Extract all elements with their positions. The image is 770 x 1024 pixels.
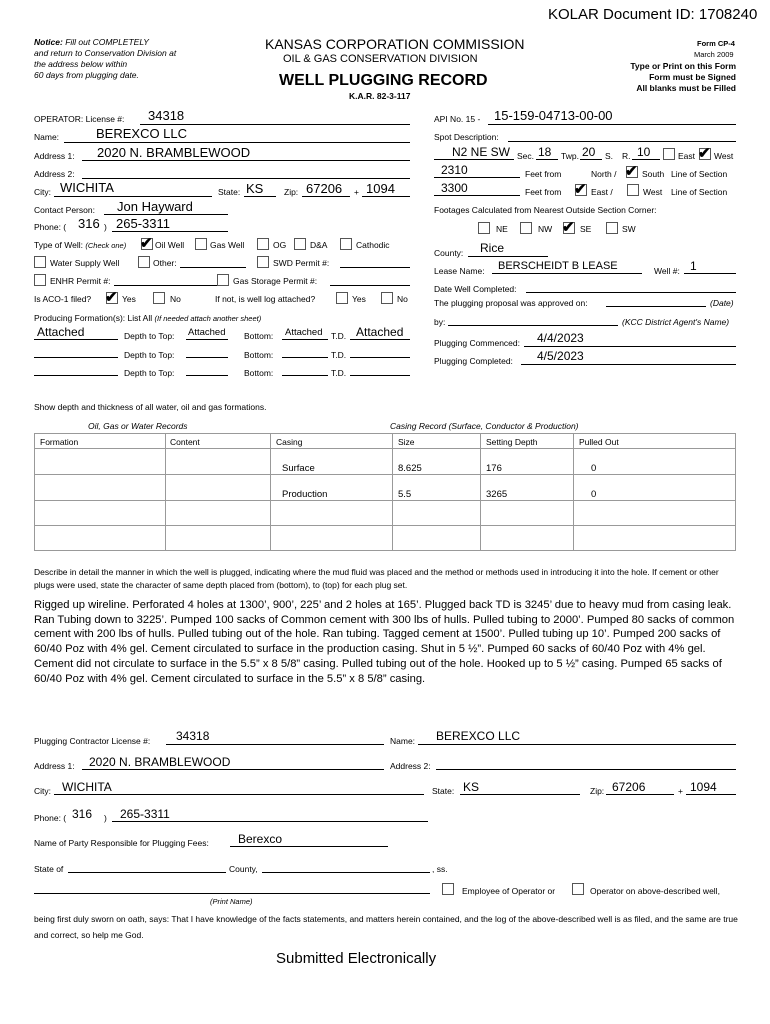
td-label: T.D. bbox=[331, 368, 347, 378]
phone-close: ) bbox=[104, 222, 107, 232]
date-note: (Date) bbox=[710, 298, 734, 308]
col-casing: Casing bbox=[276, 437, 303, 447]
producing-note: (If needed attach another sheet) bbox=[154, 314, 262, 323]
cathodic-label: Cathodic bbox=[356, 240, 390, 250]
contractor-address1-value[interactable]: 2020 N. BRAMBLEWOOD bbox=[89, 755, 231, 769]
producing-formation-label bbox=[34, 313, 261, 323]
ne-label: NE bbox=[496, 224, 508, 234]
casing-record-heading: Casing Record (Surface, Conductor & Production) bbox=[390, 421, 579, 431]
document-id: KOLAR Document ID: 1708240 bbox=[548, 6, 758, 23]
phone-value[interactable]: 265-3311 bbox=[116, 216, 170, 231]
col-formation: Formation bbox=[40, 437, 79, 447]
setting-depth-cell: 176 bbox=[486, 463, 502, 474]
casing-cell: Surface bbox=[282, 463, 315, 474]
col-setting-depth: Setting Depth bbox=[486, 437, 538, 447]
da-label: D&A bbox=[310, 240, 328, 250]
fees-label: Name of Party Responsible for Plugging Fees: bbox=[34, 838, 209, 848]
contact-value[interactable]: Jon Hayward bbox=[117, 199, 193, 214]
td-label: T.D. bbox=[331, 350, 347, 360]
sec-value[interactable]: 18 bbox=[538, 145, 552, 159]
td-value[interactable]: Attached bbox=[356, 325, 404, 339]
feet-from-label: Feet from bbox=[525, 169, 562, 179]
ne-checkbox[interactable] bbox=[478, 222, 490, 234]
city-label: City: bbox=[34, 187, 51, 197]
swd-label: SWD Permit #: bbox=[273, 258, 330, 268]
da-checkbox[interactable] bbox=[294, 238, 306, 250]
size-cell: 8.625 bbox=[398, 463, 422, 474]
south-label: South bbox=[642, 169, 665, 179]
operator-checkbox[interactable] bbox=[572, 883, 584, 895]
address1-label: Address 1: bbox=[34, 151, 75, 161]
ss-label: , ss. bbox=[432, 864, 448, 874]
contractor-name-value[interactable]: BEREXCO LLC bbox=[436, 729, 521, 743]
contractor-phone-close: ) bbox=[104, 813, 107, 823]
bottom-label: Bottom: bbox=[244, 350, 274, 360]
address1-value[interactable]: 2020 N. BRAMBLEWOOD bbox=[97, 145, 251, 160]
contractor-city-value[interactable]: WICHITA bbox=[62, 780, 112, 794]
log-yes-checkbox[interactable] bbox=[336, 292, 348, 304]
well-type-label bbox=[34, 240, 126, 250]
depth-top-label: Depth to Top: bbox=[124, 331, 175, 341]
log-no-label: No bbox=[397, 294, 408, 304]
aco-label: Is ACO-1 filed? bbox=[34, 294, 92, 304]
nw-label: NW bbox=[538, 224, 553, 234]
state-of-label: State of bbox=[34, 864, 64, 874]
address2-label: Address 2: bbox=[34, 169, 75, 179]
api-label: API No. 15 - bbox=[434, 114, 481, 124]
contractor-name-label: Name: bbox=[390, 736, 416, 746]
depth-top-value[interactable]: Attached bbox=[188, 327, 226, 338]
kcc-note: (KCC District Agent's Name) bbox=[622, 317, 730, 327]
s-label: S. bbox=[605, 151, 614, 161]
west-label: West bbox=[714, 151, 734, 161]
other-label: Other: bbox=[153, 258, 177, 268]
check-mark-icon: ✔ bbox=[562, 219, 575, 236]
pulled-out-cell: 0 bbox=[591, 463, 597, 474]
form-instructions bbox=[630, 61, 736, 94]
notice-line: Fill out COMPLETELY bbox=[65, 37, 149, 47]
api-value[interactable]: 15-159-04713-00-00 bbox=[494, 108, 613, 123]
state-label: State: bbox=[218, 187, 241, 197]
east2-label: East / bbox=[591, 187, 613, 197]
sw-label: SW bbox=[622, 224, 636, 234]
notice-line: the address below within bbox=[34, 59, 128, 69]
oath-statement: being first duly sworn on oath, says: That I have knowledge of the facts statements, and matters herein contained, and the log of the above-described well is as filed, and the same are true and correct, so help me God. bbox=[34, 914, 738, 940]
zip-value[interactable]: 67206 bbox=[306, 181, 343, 196]
feet-ew-value[interactable]: 3300 bbox=[441, 181, 468, 195]
division-name: OIL & GAS CONSERVATION DIVISION bbox=[283, 53, 478, 65]
log-yes-label: Yes bbox=[352, 294, 366, 304]
show-depth-note: Show depth and thickness of all water, oil and gas formations. bbox=[34, 402, 267, 412]
gas-well-label: Gas Well bbox=[210, 240, 245, 250]
line-of-section-label: Line of Section bbox=[671, 187, 728, 197]
notice-label: Notice: bbox=[34, 37, 63, 47]
instruction-line: Type or Print on this Form bbox=[630, 61, 736, 71]
contractor-city-label: City: bbox=[34, 786, 51, 796]
r-label: R. bbox=[622, 151, 631, 161]
contractor-phone-label: Phone: ( bbox=[34, 813, 67, 823]
col-size: Size bbox=[398, 437, 415, 447]
employee-label: Employee of Operator or bbox=[462, 886, 556, 896]
depth-top-label: Depth to Top: bbox=[124, 350, 175, 360]
check-one-note: (Check one) bbox=[85, 241, 127, 250]
fees-value[interactable]: Berexco bbox=[238, 832, 283, 846]
kar-reference: K.A.R. 82-3-117 bbox=[349, 91, 411, 101]
plugging-narrative[interactable]: Rigged up wireline. Perforated 4 holes at 1300’, 900’, 225’ and 2 holes at 165’. Plugged back TD is 3245’ due to heavy mud from casing leak. Ran Tubing down to 3225’. Pumped 100 sacks of Common cement with 300 lbs of hulls. Pulled tubing to 2000’. Pumped 80 sacks of common cement with 200 lbs of hulls. Pulled tubing out of the hole. Ran tubing. Tagged cement at 1500’. Pulled tubing up 10’. Pumped 200 sacks of 60/40 Poz with 4% gel. Cement circulated to surface in the production casing. Shut in 5 ½”. Pumped 60 sacks of 60/40 Poz with 4% gel. Cement did not circulate to surface in the 5.5” x 8 5/8” casing. Pulled tubing out of the hole. Hooked up to 5 ½” casing. Pumped 65 sacks of 60/40 Poz with 4% gel. Cement circulated to surface in the 5.5” x 8 5/8” casing. bbox=[34, 599, 735, 685]
east-checkbox[interactable] bbox=[663, 148, 675, 160]
contractor-zip-label: Zip: bbox=[590, 786, 605, 796]
aco-no-label: No bbox=[170, 294, 181, 304]
casing-cell: Production bbox=[282, 489, 328, 500]
feet-ns-value[interactable]: 2310 bbox=[441, 163, 468, 177]
county-value[interactable]: Rice bbox=[480, 241, 505, 255]
bottom-label: Bottom: bbox=[244, 331, 274, 341]
check-mark-icon: ✔ bbox=[698, 145, 711, 162]
zip-label: Zip: bbox=[284, 187, 299, 197]
phone-area-value[interactable]: 316 bbox=[78, 216, 100, 231]
operator-license-value[interactable]: 34318 bbox=[148, 108, 185, 123]
twp-value[interactable]: 20 bbox=[582, 145, 596, 159]
og-label: OG bbox=[273, 240, 287, 250]
contractor-phone-value[interactable]: 265-3311 bbox=[120, 807, 170, 821]
gas-well-checkbox[interactable] bbox=[195, 238, 207, 250]
gas-storage-checkbox[interactable] bbox=[217, 274, 229, 286]
water-supply-checkbox[interactable] bbox=[34, 256, 46, 268]
swd-checkbox[interactable] bbox=[257, 256, 269, 268]
zip4-value[interactable]: 1094 bbox=[366, 181, 395, 196]
enhr-label: ENHR Permit #: bbox=[50, 276, 111, 286]
notice bbox=[34, 37, 176, 81]
operator-label: Operator on above-described well, bbox=[590, 886, 720, 896]
form-title: WELL PLUGGING RECORD bbox=[279, 72, 488, 89]
feet-from-label: Feet from bbox=[525, 187, 562, 197]
contractor-area-value[interactable]: 316 bbox=[72, 807, 93, 821]
well-type-text: Type of Well: bbox=[34, 240, 83, 250]
spot-label: Spot Description: bbox=[434, 132, 499, 142]
agency-name: KANSAS CORPORATION COMMISSION bbox=[265, 36, 525, 52]
date-completed-label: Date Well Completed: bbox=[434, 284, 517, 294]
submitted-electronically: Submitted Electronically bbox=[276, 950, 437, 967]
lease-value[interactable]: BERSCHEIDT B LEASE bbox=[498, 260, 618, 272]
contractor-state-label: State: bbox=[432, 786, 455, 796]
ogw-records-heading: Oil, Gas or Water Records bbox=[88, 421, 188, 431]
county-of-label: County, bbox=[229, 864, 258, 874]
contact-label: Contact Person: bbox=[34, 205, 95, 215]
zip-plus: + bbox=[354, 187, 359, 197]
proposal-label: The plugging proposal was approved on: bbox=[434, 298, 588, 308]
contractor-zip-value[interactable]: 67206 bbox=[612, 780, 646, 794]
commenced-label: Plugging Commenced: bbox=[434, 338, 520, 348]
contractor-license-label: Plugging Contractor License #: bbox=[34, 736, 151, 746]
completed-label: Plugging Completed: bbox=[434, 356, 513, 366]
check-mark-icon: ✔ bbox=[574, 181, 587, 198]
depth-top-label: Depth to Top: bbox=[124, 368, 175, 378]
cathodic-checkbox[interactable] bbox=[340, 238, 352, 250]
check-mark-icon: ✔ bbox=[105, 289, 118, 306]
sec-label: Sec. bbox=[517, 151, 535, 161]
well-number-value[interactable]: 1 bbox=[690, 259, 697, 273]
records-table bbox=[34, 433, 736, 551]
operator-license-label: OPERATOR: License #: bbox=[34, 114, 125, 124]
check-mark-icon: ✔ bbox=[140, 235, 153, 252]
gas-storage-label: Gas Storage Permit #: bbox=[233, 276, 318, 286]
notice-line: and return to Conservation Division at bbox=[34, 48, 177, 58]
aco-no-checkbox[interactable] bbox=[153, 292, 165, 304]
other-checkbox[interactable] bbox=[138, 256, 150, 268]
pulled-out-cell: 0 bbox=[591, 489, 597, 500]
state-value[interactable]: KS bbox=[246, 181, 264, 196]
formation-value[interactable]: Attached bbox=[37, 325, 85, 339]
describe-instructions: Describe in detail the manner in which the well is plugged, indicating where the mud fluid was placed and the method or methods used in introducing it into the hole. If cement or other plugs were used, state the character of same depth placed from (bottom), to (top) for each plug set. bbox=[34, 567, 719, 590]
bottom-label: Bottom: bbox=[244, 368, 274, 378]
contractor-license-value[interactable]: 34318 bbox=[176, 729, 210, 743]
spot-value[interactable]: N2 NE SW bbox=[452, 145, 511, 159]
city-value[interactable]: WICHITA bbox=[60, 180, 114, 195]
col-pulled-out: Pulled Out bbox=[579, 437, 619, 447]
line-of-section-label: Line of Section bbox=[671, 169, 728, 179]
notice-line: 60 days from plugging date. bbox=[34, 70, 139, 80]
nw-checkbox[interactable] bbox=[520, 222, 532, 234]
commenced-value[interactable]: 4/4/2023 bbox=[537, 331, 584, 345]
contractor-address1-label: Address 1: bbox=[34, 761, 75, 771]
county-label: County: bbox=[434, 248, 464, 258]
name-label: Name: bbox=[34, 132, 60, 142]
enhr-checkbox[interactable] bbox=[34, 274, 46, 286]
size-cell: 5.5 bbox=[398, 489, 412, 500]
form-id: Form CP-4 bbox=[697, 39, 735, 48]
north-label: North / bbox=[591, 169, 617, 179]
well-number-label: Well #: bbox=[654, 266, 680, 276]
log-no-checkbox[interactable] bbox=[381, 292, 393, 304]
west2-checkbox[interactable] bbox=[627, 184, 639, 196]
instruction-line: Form must be Signed bbox=[649, 72, 736, 82]
producing-text: Producing Formation(s): List All bbox=[34, 313, 153, 323]
phone-label: Phone: ( bbox=[34, 222, 67, 232]
contractor-address2-label: Address 2: bbox=[390, 761, 431, 771]
se-label: SE bbox=[580, 224, 592, 234]
td-label: T.D. bbox=[331, 331, 347, 341]
east-label: East bbox=[678, 151, 696, 161]
oil-well-label: Oil Well bbox=[155, 240, 185, 250]
completed-value[interactable]: 4/5/2023 bbox=[537, 349, 584, 363]
bottom-value[interactable]: Attached bbox=[285, 327, 323, 338]
employee-checkbox[interactable] bbox=[442, 883, 454, 895]
print-name-note: (Print Name) bbox=[210, 897, 253, 906]
setting-depth-cell: 3265 bbox=[486, 489, 508, 500]
check-mark-icon: ✔ bbox=[625, 163, 638, 180]
sw-checkbox[interactable] bbox=[606, 222, 618, 234]
aco-yes-label: Yes bbox=[122, 294, 136, 304]
lease-label: Lease Name: bbox=[434, 266, 485, 276]
range-value[interactable]: 10 bbox=[637, 145, 651, 159]
contractor-zip-plus: + bbox=[678, 786, 683, 796]
contractor-zip4-value[interactable]: 1094 bbox=[690, 780, 717, 794]
log-attached-label: If not, is well log attached? bbox=[215, 294, 316, 304]
by-label: by: bbox=[434, 317, 446, 327]
instruction-line: All blanks must be Filled bbox=[636, 83, 736, 93]
footages-label: Footages Calculated from Nearest Outside Section Corner: bbox=[434, 205, 657, 215]
west2-label: West bbox=[643, 187, 663, 197]
col-content: Content bbox=[170, 437, 200, 447]
og-checkbox[interactable] bbox=[257, 238, 269, 250]
form-date: March 2009 bbox=[694, 50, 734, 59]
contractor-state-value[interactable]: KS bbox=[463, 780, 480, 794]
twp-label: Twp. bbox=[561, 151, 579, 161]
water-supply-label: Water Supply Well bbox=[50, 258, 120, 268]
operator-name-value[interactable]: BEREXCO LLC bbox=[96, 126, 188, 141]
